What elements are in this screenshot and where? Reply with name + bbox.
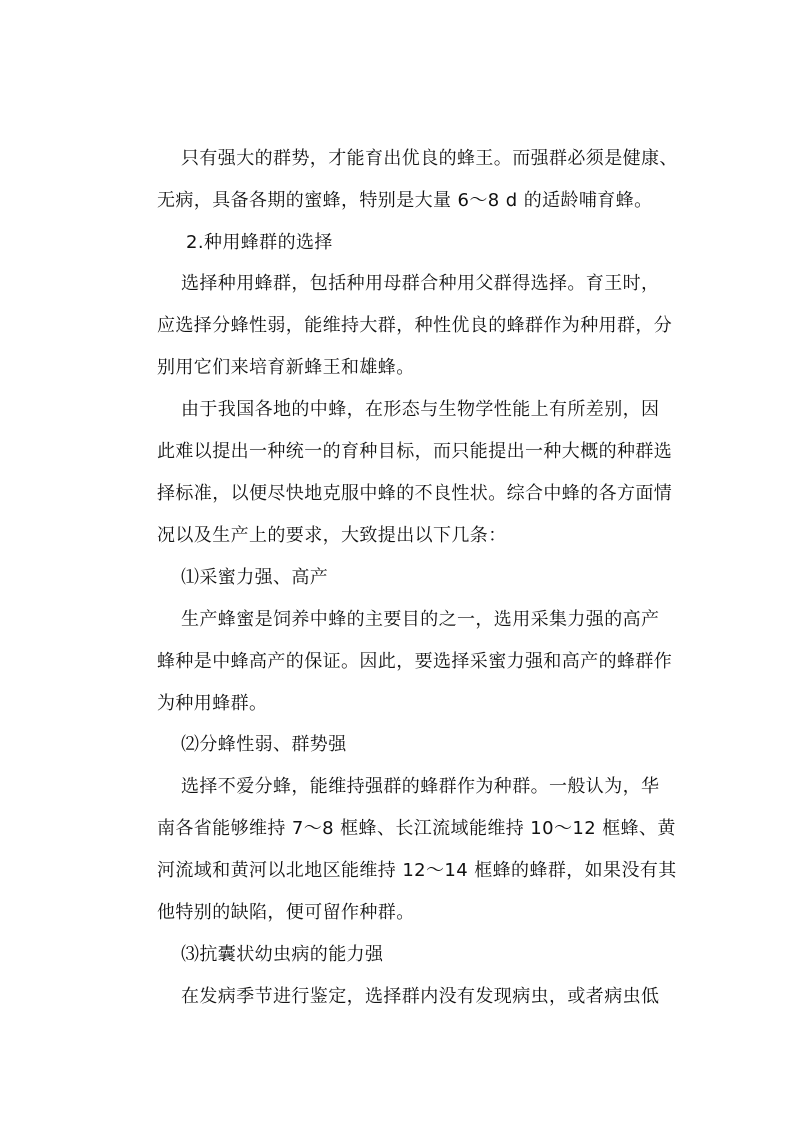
- body-line-13: 蜂种是中蜂高产的保证。因此，要选择采蜜力强和高产的蜂群作: [157, 651, 673, 672]
- body-line-19: 他特别的缺陷，便可留作种群。: [157, 902, 415, 923]
- body-line-21: 在发病季节进行鉴定，选择群内没有发现病虫，或者病虫低: [181, 986, 660, 1007]
- body-line-6: 别用它们来培育新蜂王和雄蜂。: [157, 357, 415, 378]
- section-heading: 2.种用蜂群的选择: [186, 232, 333, 253]
- subheading-1: ⑴采蜜力强、高产: [181, 567, 329, 588]
- body-line-1: 只有强大的群势，才能育出优良的蜂王。而强群必须是健康、: [181, 148, 678, 169]
- body-line-12: 生产蜂蜜是饲养中蜂的主要目的之一，选用采集力强的高产: [181, 609, 660, 630]
- body-line-5: 应选择分蜂性弱，能维持大群，种性优良的蜂群作为种用群，分: [157, 315, 673, 336]
- subheading-2: ⑵分蜂性弱、群势强: [181, 734, 347, 755]
- body-line-18: 河流域和黄河以北地区能维持 12～14 框蜂的蜂群，如果没有其: [157, 860, 677, 881]
- body-line-10: 况以及生产上的要求，大致提出以下几条：: [157, 525, 507, 546]
- body-line-7: 由于我国各地的中蜂，在形态与生物学性能上有所差别，因: [181, 399, 660, 420]
- body-line-8: 此难以提出一种统一的育种目标，而只能提出一种大概的种群选: [157, 441, 673, 462]
- body-line-4: 选择种用蜂群，包括种用母群合种用父群得选择。育王时，: [181, 273, 660, 294]
- body-line-16: 选择不爱分蜂，能维持强群的蜂群作为种群。一般认为，华: [181, 776, 660, 797]
- body-line-17: 南各省能够维持 7～8 框蜂、长江流域能维持 10～12 框蜂、黄: [157, 818, 676, 839]
- body-line-2: 无病，具备各期的蜜蜂，特别是大量 6～8 d 的适龄哺育蜂。: [157, 190, 653, 211]
- body-line-14: 为种用蜂群。: [157, 693, 268, 714]
- subheading-3: ⑶抗囊状幼虫病的能力强: [181, 944, 384, 965]
- body-line-9: 择标准，以便尽快地克服中蜂的不良性状。综合中蜂的各方面情: [157, 483, 673, 504]
